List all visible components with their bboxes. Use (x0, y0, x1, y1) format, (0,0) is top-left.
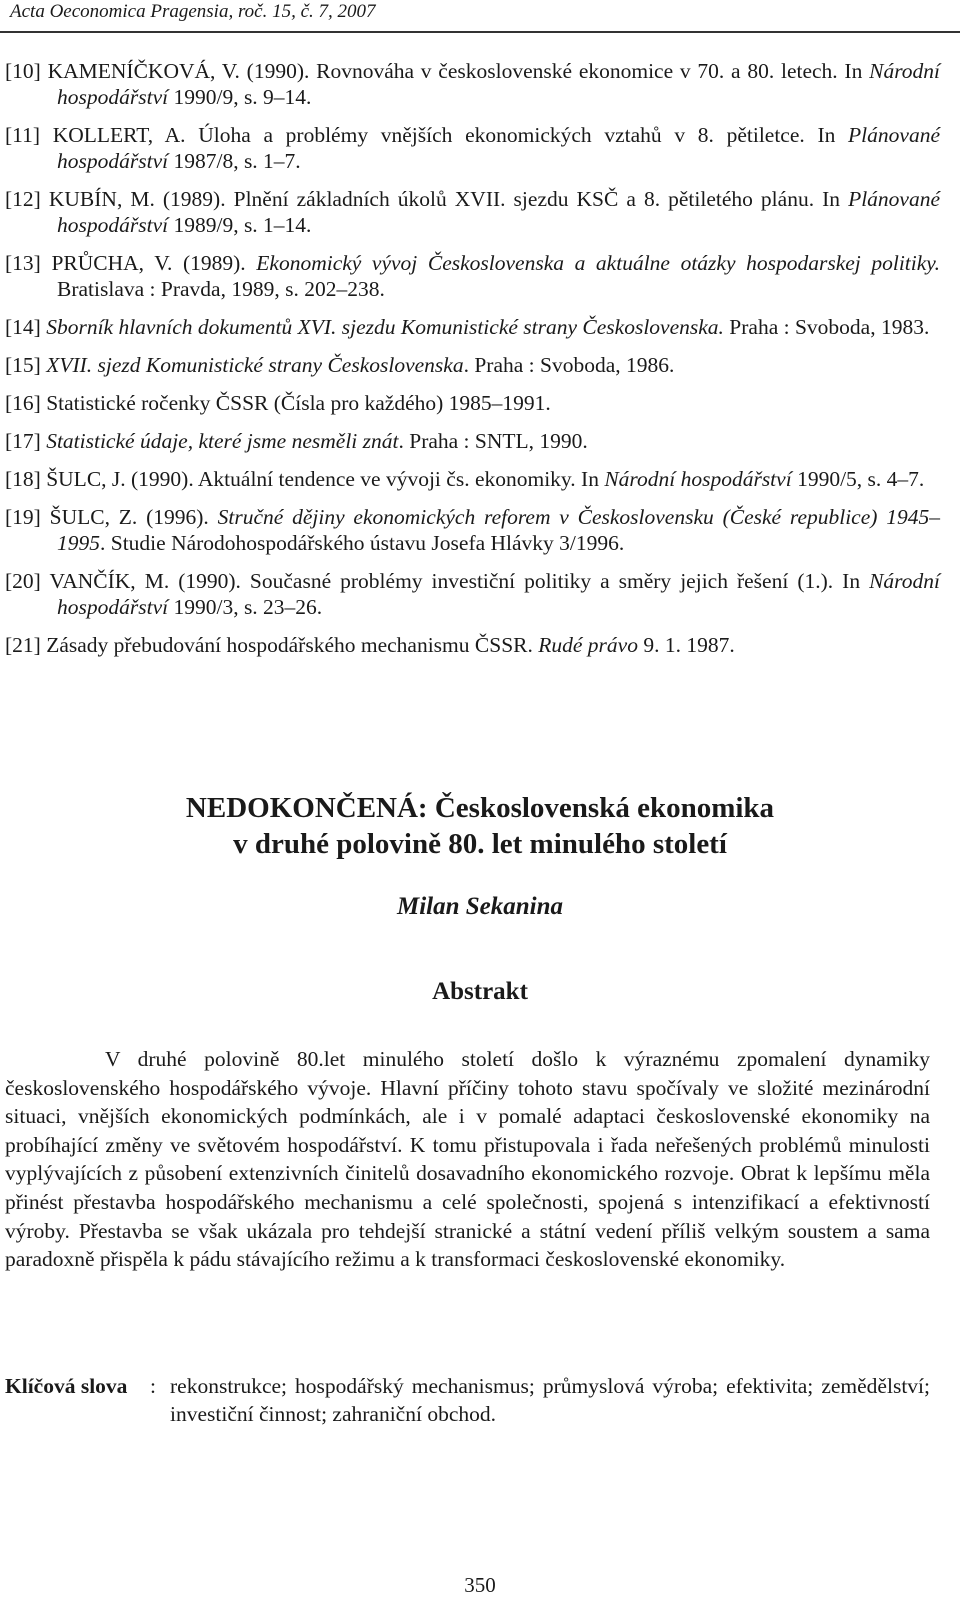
reference-item (5, 466, 940, 492)
reference-text-tail: . Studie Národohospodářského ústavu Josefa Hlávky 3/1996. (100, 531, 625, 555)
keywords-text: rekonstrukce; hospodářský mechanismus; průmyslová výroba; efektivita; zemědělství; investiční činnost; zahraniční obchod. (170, 1374, 930, 1426)
reference-text: Statistické ročenky ČSSR (Čísla pro každého) 1985–1991. (46, 391, 551, 415)
reference-text: KAMENÍČKOVÁ, V. (1990). Rovnováha v československé ekonomice v 70. a 80. letech. In (47, 59, 870, 83)
reference-italic-text: Rudé právo (538, 633, 638, 657)
reference-item (5, 504, 940, 556)
reference-text-tail: . Praha : Svoboda, 1986. (463, 353, 675, 377)
keywords-label: Klíčová slova (5, 1374, 128, 1398)
reference-text-tail: 1987/8, s. 1–7. (168, 149, 301, 173)
reference-italic-text: Plánované hospodářství (57, 187, 941, 237)
reference-item (5, 186, 940, 238)
reference-item (5, 122, 940, 174)
article-title (0, 790, 960, 862)
reference-number: [19] (5, 505, 41, 529)
reference-text-tail: 1990/5, s. 4–7. (791, 467, 925, 491)
reference-text-tail: 1990/3, s. 23–26. (168, 595, 323, 619)
reference-list (5, 58, 940, 670)
reference-item (5, 568, 940, 620)
reference-item (5, 314, 940, 340)
reference-number: [14] (5, 315, 41, 339)
reference-number: [17] (5, 429, 41, 453)
reference-number: [13] (5, 251, 41, 275)
reference-number: [16] (5, 391, 41, 415)
article-author: Milan Sekanina (396, 893, 564, 920)
reference-text: Zásady přebudování hospodářského mechanismu ČSSR. (46, 633, 539, 657)
reference-text: ŠULC, J. (1990). Aktuální tendence ve vývoji čs. ekonomiky. In (46, 467, 605, 491)
reference-number: [12] (5, 187, 41, 211)
reference-italic-text: Národní hospodářství (57, 59, 940, 109)
reference-item (5, 250, 940, 302)
reference-item (5, 352, 940, 378)
reference-item (5, 58, 940, 110)
reference-number: [10] (5, 59, 41, 83)
reference-number: [15] (5, 353, 41, 377)
reference-text: VANČÍK, M. (1990). Současné problémy investiční politiky a směry jejich řešení (1.). In (49, 569, 870, 593)
abstract-text: V druhé polovině 80.let minulého století došlo k výraznému zpomalení dynamiky československého hospodářského vývoje. Hlavní příčiny tohoto stavu spočívaly ve složité mezinárodní situaci, vnějších ekonomických podmínkách, ale i v pomalé adaptaci československé ekonomiky na probíhající změny ve světovém hospodářství. K tomu přistupovala i řada neřešených problémů minulosti vyplývajících z působení extenzivních činitelů dosavadního ekonomického rozvoje. Obrat k lepšímu měla přinést přestavba hospodářského mechanismu a celé společnosti, spojená s intenzifikací a efektivností výroby. Přestavba se však ukázala pro tehdejší stranické a státní vedení příliš velkým soustem a sama paradoxně přispěla k pádu stávajícího režimu a k transformaci československé ekonomiky. (5, 1047, 930, 1272)
reference-text-tail: Bratislava : Pravda, 1989, s. 202–238. (57, 277, 385, 301)
reference-number: [21] (5, 633, 41, 657)
abstract-heading: Abstrakt (432, 978, 528, 1005)
reference-italic-text: Národní hospodářství (57, 569, 940, 619)
reference-italic-text: Plánované hospodářství (57, 123, 940, 173)
reference-italic-text: Statistické údaje, které jsme nesměli znát (46, 429, 399, 453)
reference-number: [11] (5, 123, 41, 147)
reference-item (5, 632, 940, 658)
reference-italic-text: XVII. sjezd Komunistické strany Československa (46, 353, 464, 377)
reference-text: KUBÍN, M. (1989). Plnění základních úkolů XVII. sjezdu KSČ a 8. pětiletého plánu. In (48, 187, 849, 211)
reference-italic-text: Stručné dějiny ekonomických reforem v Československu (České republice) 1945–1995 (57, 505, 940, 555)
reference-italic-text: Ekonomický vývoj Československa a aktuálne otázky hospodarskej politiky. (256, 251, 941, 275)
article-title-line-1: NEDOKONČENÁ: Československá ekonomika (185, 792, 775, 824)
journal-citation: Acta Oeconomica Pragensia, roč. 15, č. 7, 2007 (10, 1, 376, 22)
reference-text: KOLLERT, A. Úloha a problémy vnějších ekonomických vztahů v 8. pětiletce. In (52, 123, 849, 147)
article-title-line-2: v druhé polovině 80. let minulého století (233, 828, 727, 860)
reference-text-tail: Praha : Svoboda, 1983. (723, 315, 930, 339)
reference-text: ŠULC, Z. (1996). (49, 505, 218, 529)
reference-italic-text: Sborník hlavních dokumentů XVI. sjezdu Komunistické strany Československa. (46, 315, 724, 339)
reference-item (5, 390, 940, 416)
reference-item (5, 428, 940, 454)
keywords-colon: : (150, 1374, 156, 1398)
reference-number: [18] (5, 467, 41, 491)
header-rule (0, 31, 960, 33)
page-number: 350 (464, 1573, 496, 1597)
reference-italic-text: Národní hospodářství (604, 467, 792, 491)
reference-number: [20] (5, 569, 41, 593)
reference-text-tail: . Praha : SNTL, 1990. (398, 429, 588, 453)
reference-text-tail: 9. 1. 1987. (637, 633, 735, 657)
reference-text: PRŮCHA, V. (1989). (51, 251, 257, 275)
reference-text-tail: 1989/9, s. 1–14. (168, 213, 312, 237)
reference-text-tail: 1990/9, s. 9–14. (168, 85, 312, 109)
